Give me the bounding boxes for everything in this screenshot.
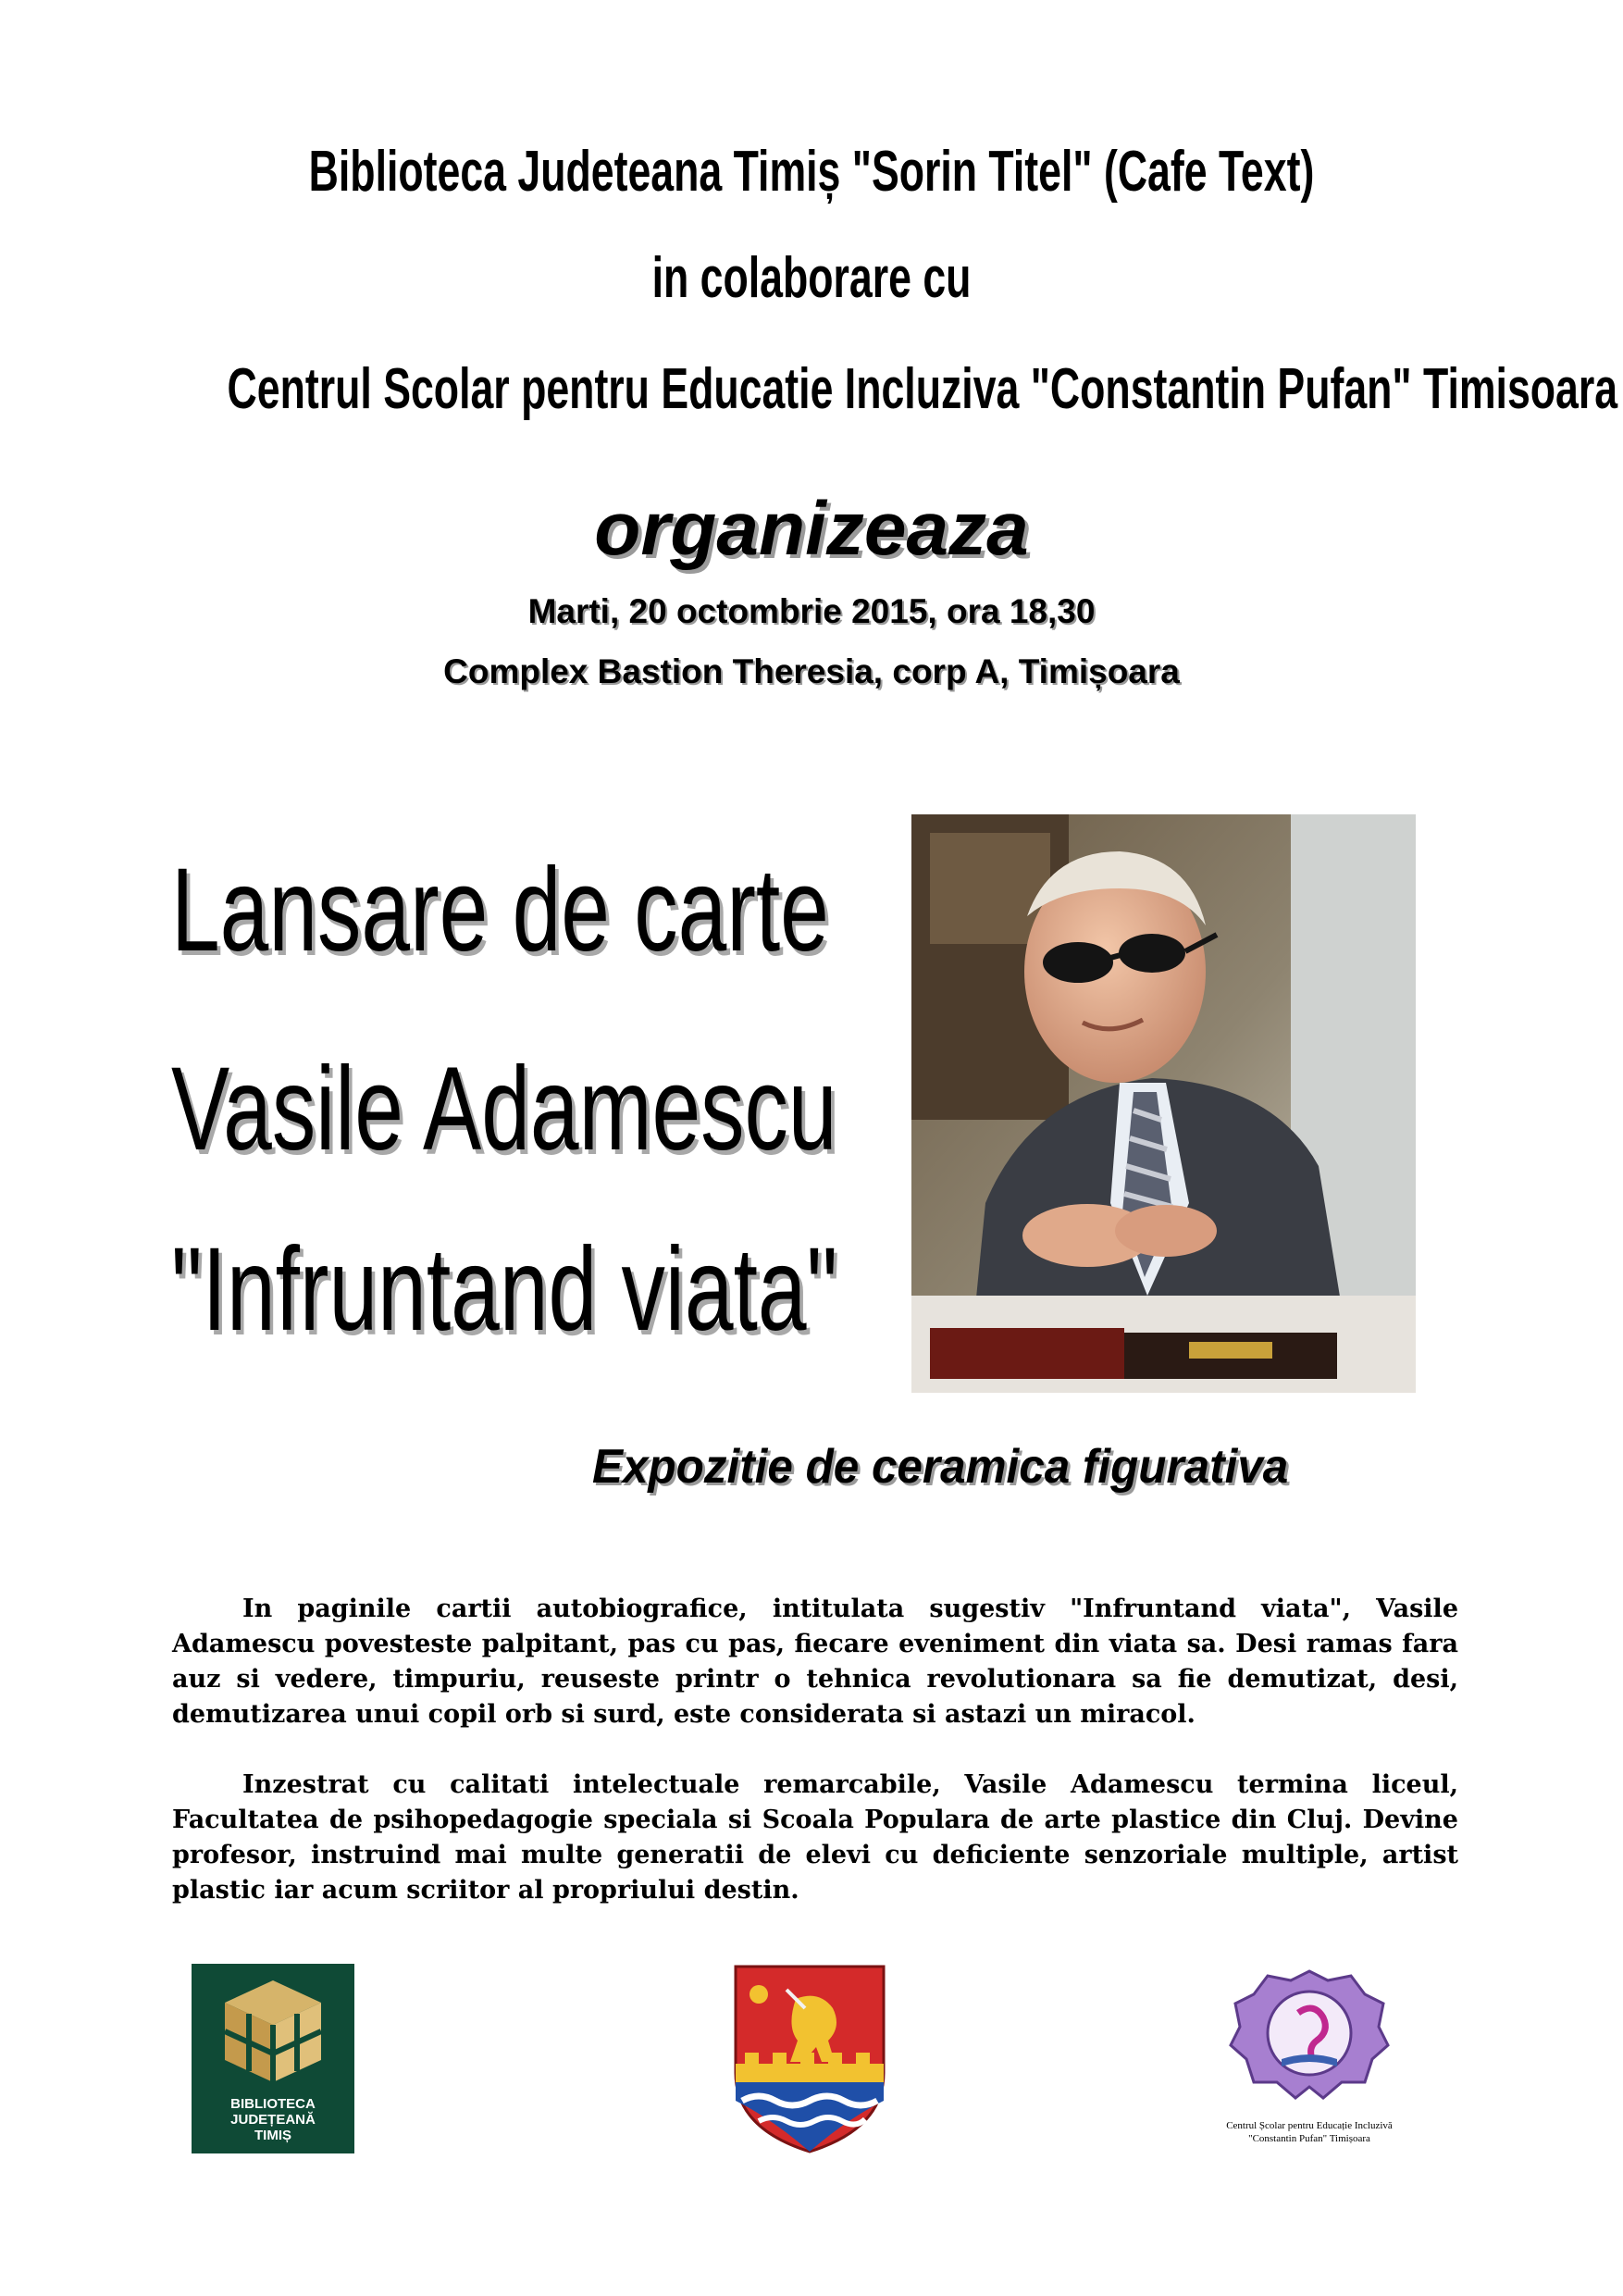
event-place: Complex Bastion Theresia, corp A, Timișoara: [443, 652, 1180, 690]
library-logo: [192, 1964, 354, 2153]
event-date: Marti, 20 octombrie 2015, ora 18,30: [527, 592, 1096, 630]
school-caption-line-2: "Constantin Pufan" Timișoara: [1248, 2133, 1370, 2144]
launch-title: Lansare de carte: [171, 844, 829, 976]
header-collaboration: in colaborare cu: [651, 246, 972, 310]
header-organizer: Biblioteca Judeteana Timiș "Sorin Titel" (Cafe Text): [308, 140, 1315, 204]
organizes-heading: organizeaza: [594, 487, 1029, 571]
author-name: Vasile Adamescu: [171, 1043, 837, 1175]
library-logo-line-3: TIMIȘ: [254, 2128, 291, 2143]
school-caption-line-1: Centrul Școlar pentru Educație Incluzivă: [1226, 2120, 1393, 2131]
book-title: "Infruntand viata": [171, 1223, 838, 1356]
library-logo-line-1: BIBLIOTECA: [230, 2096, 316, 2112]
school-emblem-caption: [1161, 2119, 1457, 2145]
author-photo: [911, 814, 1416, 1393]
description-paragraph-1: In paginile cartii autobiografice, intitulata sugestiv "Infruntand viata", Vasile Adamescu povesteste palpitant, pas cu pas, fiecare eveniment din viata sa. Desi ramas fara auz si vedere, timpuriu, reuseste printr o tehnica revolutionara sa fie demutizat, desi, demutizarea unui copil orb si surd, este considerata si astazi un miracol.: [172, 1595, 1458, 1729]
school-emblem-icon: [1226, 1967, 1393, 2105]
library-logo-line-2: JUDEȚEANĂ: [230, 2112, 316, 2128]
exhibition-title: Expozitie de ceramica figurativa: [592, 1440, 1289, 1494]
county-coat-of-arms-icon: [731, 1962, 888, 2156]
header-partner: Centrul Scolar pentru Educatie Incluziva "Constantin Pufan" Timisoara: [227, 357, 1618, 421]
book-cube-icon: [192, 1964, 354, 2093]
description-paragraph-2: Inzestrat cu calitati intelectuale remarcabile, Vasile Adamescu termina liceul, Facultatea de psihopedagogie speciala si Scoala Populara de arte plastice din Cluj. Devine profesor, instruind mai multe generatii de elevi cu deficiente senzoriale multiple, artist plastic iar acum scriitor al propriului destin.: [172, 1770, 1458, 1905]
